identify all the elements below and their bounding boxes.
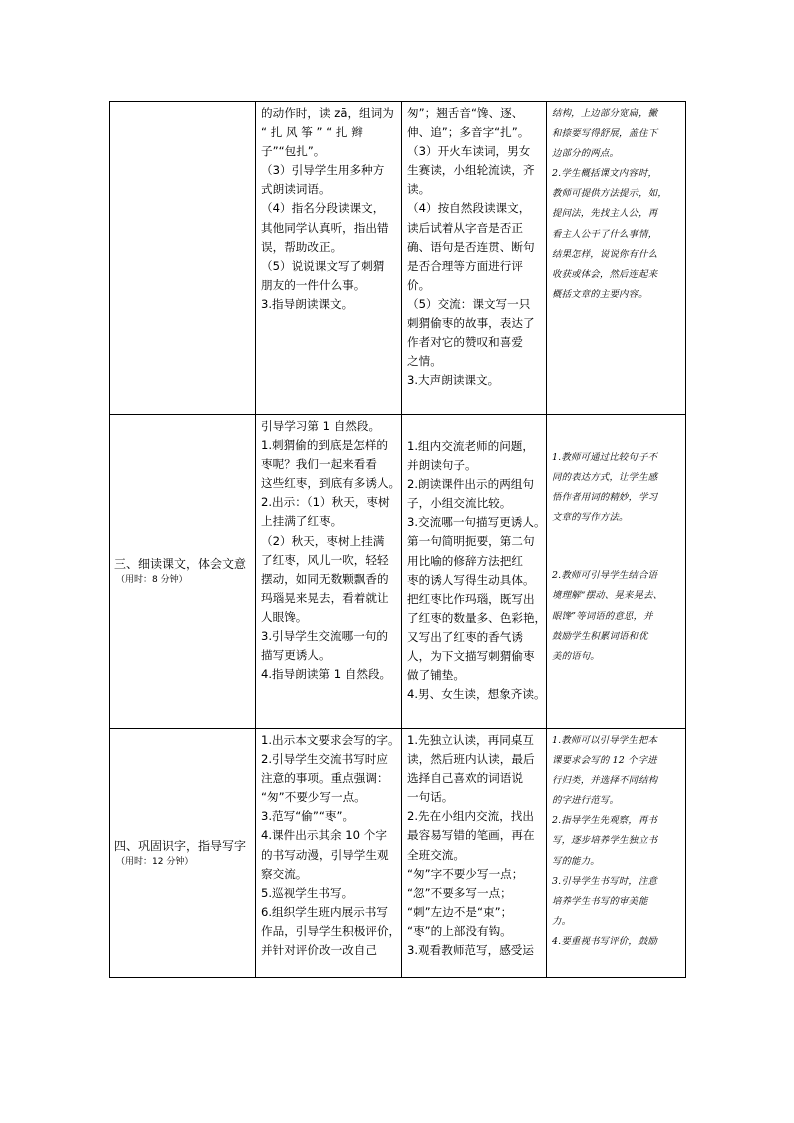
text-line: 式朗读词语。 (261, 182, 331, 197)
text-line: 4.课件出示其余 10 个字 (261, 828, 387, 843)
text-line: 并针对评价改一改自己 (261, 943, 377, 958)
note-line: 美的语句。 (552, 650, 600, 662)
notes-bottom (552, 566, 681, 666)
text-line: “ 扎 风 筝 ” “ 扎 辫 (261, 125, 363, 140)
note-line: 边部分的两点。 (552, 148, 620, 160)
note-line: 1.教师可以引导学生把本 (552, 735, 658, 746)
note-line: 和捺要写得舒展，盖住下 (552, 128, 658, 140)
note-line: 鼓励学生积累词语和优 (552, 630, 648, 642)
table-row (110, 415, 686, 729)
text-line: （5）说说课文写了刺猬 (261, 258, 385, 273)
text-line: 人，为下文描写刺猬偷枣 (407, 649, 535, 664)
text-line: 1.出示本文要求会写的字。 (261, 733, 400, 747)
text-line: 作者对它的赞叹和喜爱 (407, 335, 523, 350)
stage-cell (110, 415, 256, 729)
note-line: 的字进行范写。 (552, 795, 620, 807)
text-line: 摆动，如同无数颗飘香的 (261, 571, 389, 586)
note-line: 收获或体会，然后连起来 (552, 268, 658, 280)
text-line: 子”“包扎”。 (261, 144, 326, 159)
stage-cell (110, 102, 256, 415)
text-line: （2）秋天，枣树上挂满 (261, 533, 385, 548)
note-line: 3.引导学生书写时，注意 (552, 875, 658, 887)
text-line: 用比喻的修辞方法把红 (407, 553, 523, 568)
text-line: 上挂满了红枣。 (261, 514, 343, 529)
notes-top (552, 104, 681, 305)
text-line: 最容易写错的笔画，再在 (407, 828, 535, 843)
note-line: 悟作者用词的精妙，学习 (552, 492, 658, 504)
note-line: 教师可提供方法提示，如， (552, 188, 667, 200)
text-line: 读，然后班内认读，最后 (407, 752, 535, 767)
design-notes-cell (547, 729, 686, 978)
text-line: 确、语句是否连贯、断句 (407, 239, 535, 254)
note-line: 力。 (552, 915, 572, 927)
text-line: 的书写动漫，引导学生观 (261, 847, 389, 862)
text-line: （4）按自然段读课文， (407, 201, 531, 216)
text-line: 其他同学认真听，指出错 (261, 220, 389, 235)
design-notes-cell (547, 102, 686, 415)
text-line: 1.刺猬偷的到底是怎样的 (261, 438, 388, 453)
note-line: 眼馋”等词语的意思，并 (552, 610, 653, 622)
text-line: 子，小组交流比较。 (407, 496, 512, 511)
text-line: 误，帮助改正。 (261, 239, 343, 254)
text-line: 人眼馋。 (261, 609, 308, 624)
text-line: 玛瑙晃来晃去，看着就让 (261, 590, 389, 605)
text-line: 1.先独立认读，再同桌互 (407, 733, 534, 747)
text-line: 2.先在小组内交流，找出 (407, 809, 534, 824)
note-line: 培养学生书写的审美能 (552, 895, 648, 907)
note-line: 提问法，先找主人公，再 (552, 208, 658, 220)
text-line: 一句话。 (407, 790, 454, 805)
text-line: 3.指导朗读课文。 (261, 296, 354, 311)
note-line: 写，逐步培养学生独立书 (552, 835, 658, 847)
lesson-plan-table (109, 101, 686, 978)
text-line: 了红枣，风儿一吹，轻轻 (261, 552, 389, 567)
text-line: 选择自己喜欢的词语说 (407, 771, 523, 786)
text-line: 了红枣的数量多、色彩艳， (407, 610, 547, 625)
text-line: 匆”；翘舌音“馋、逐、 (407, 106, 524, 120)
text-line: 3.大声朗读课文。 (407, 373, 500, 388)
text-line: 之情。 (407, 354, 442, 369)
text-line: 读后试着从字音是否正 (407, 220, 523, 235)
text-line: 4.指导朗读第 1 自然段。 (261, 667, 392, 682)
text-line: 朋友的一件什么事。 (261, 277, 366, 292)
teacher-activity-cell (256, 415, 402, 729)
note-line: 写的能力。 (552, 855, 600, 867)
design-notes-cell (547, 415, 686, 729)
text-line: 2.出示：（1）秋天，枣树 (261, 495, 390, 510)
note-line: 概括文章的主要内容。 (552, 288, 648, 300)
text-line: 3.引导学生交流哪一句的 (261, 629, 388, 644)
text-line: 枣的诱人写得生动具体。 (407, 572, 535, 587)
text-line: 枣呢？我们一起来看看 (261, 457, 377, 472)
text-line: 并朗读句子。 (407, 458, 477, 473)
stage-cell (110, 729, 256, 978)
text-line: 3.交流哪一句描写更诱人。 (407, 515, 546, 530)
text-line: 描写更诱人。 (261, 648, 331, 663)
stage-time: （用时：8 分钟） (116, 575, 188, 585)
text-line: “刺”左边不是“束”； (407, 904, 513, 919)
student-activity-cell (402, 729, 547, 978)
text-line: 第一句简明扼要，第二句 (407, 534, 535, 549)
text-line: 价。 (407, 277, 431, 292)
note-line: 4.要重视书写评价，鼓励 (552, 935, 658, 947)
table-row (110, 729, 686, 978)
text-line: 是否合理等方面进行评 (407, 258, 523, 273)
text-line: 6.组织学生班内展示书写 (261, 904, 388, 919)
text-line: 全班交流。 (407, 847, 465, 862)
text-line: 的动作时，读 zā，组词为 (261, 106, 394, 120)
text-line: 3.范写“偷”“枣”。 (261, 809, 355, 824)
note-line: 行归类，并选择不同结构 (552, 775, 658, 787)
text-line: 引导学习第 1 自然段。 (261, 419, 381, 433)
text-line: 刺猬偷枣的故事，表达了 (407, 316, 535, 331)
text-line: 又写出了红枣的香气诱 (407, 629, 523, 644)
text-line: 做了铺垫。 (407, 668, 465, 683)
text-line: 作品，引导学生积极评价， (261, 923, 401, 938)
text-line: 察交流。 (261, 866, 308, 881)
table-row (110, 102, 686, 415)
text-line: 读。 (407, 182, 431, 197)
text-line: 5.巡视学生书写。 (261, 885, 354, 900)
note-line: 2.教师可引导学生结合语 (552, 570, 658, 582)
student-activity-cell (402, 102, 547, 415)
teacher-activity-cell (256, 729, 402, 978)
note-line: 同的表达方式，让学生感 (552, 472, 658, 484)
notes-top (552, 448, 681, 528)
text-line: 2.引导学生交流书写时应 (261, 752, 388, 767)
stage-time: （用时：12 分钟） (116, 856, 194, 867)
text-line: 伸、追”；多音字“扎”。 (407, 125, 530, 140)
teacher-activity-cell (256, 102, 402, 415)
note-line: 文章的写作方法。 (552, 512, 629, 524)
text-line: “忽”不要多写一点； (407, 885, 512, 900)
text-line: 1.组内交流老师的问题， (407, 439, 534, 453)
text-line: 把红枣比作玛瑙，既写出 (407, 591, 535, 606)
note-line: 境理解“摆动、晃来晃去、 (552, 590, 663, 602)
notes-top (552, 731, 681, 952)
text-line: 注意的事项。重点强调： (261, 771, 389, 786)
text-line: （3）开火车读词，男女 (407, 144, 531, 159)
note-line: 2.指导学生先观察，再书 (552, 815, 658, 827)
text-line: （4）指名分段读课文， (261, 201, 385, 216)
student-activity-cell (402, 415, 547, 729)
text-line: （5）交流：课文写一只 (407, 296, 531, 311)
stage-title: 四、巩固识字，指导写字 (114, 838, 247, 853)
text-line: 生赛读，小组轮流读，齐 (407, 163, 535, 178)
text-line: 2.朗读课件出示的两组句 (407, 477, 534, 492)
text-line: 3.观看教师范写，感受运 (407, 943, 534, 958)
note-line: 结果怎样，说说你有什么 (552, 248, 658, 260)
notes-gap (552, 528, 681, 566)
text-line: （3）引导学生用多种方 (261, 163, 385, 178)
stage-title: 三、细读课文，体会文意 (114, 557, 247, 571)
note-line: 结构，上边部分宽扁，撇 (552, 108, 658, 119)
note-line: 1.教师可通过比较句子不 (552, 452, 658, 463)
text-line: “匆”不要少写一点。 (261, 790, 366, 805)
text-line: 4.男、女生读，想象齐读。 (407, 687, 546, 702)
note-line: 看主人公干了什么事情， (552, 228, 658, 240)
text-line: “匆”字不要少写一点； (407, 866, 524, 881)
note-line: 课要求会写的 12 个字进 (552, 755, 657, 767)
note-line: 2.学生概括课文内容时， (552, 168, 658, 180)
text-line: 这些红枣，到底有多诱人。 (261, 476, 401, 491)
text-line: “枣”的上部没有钩。 (407, 923, 512, 938)
